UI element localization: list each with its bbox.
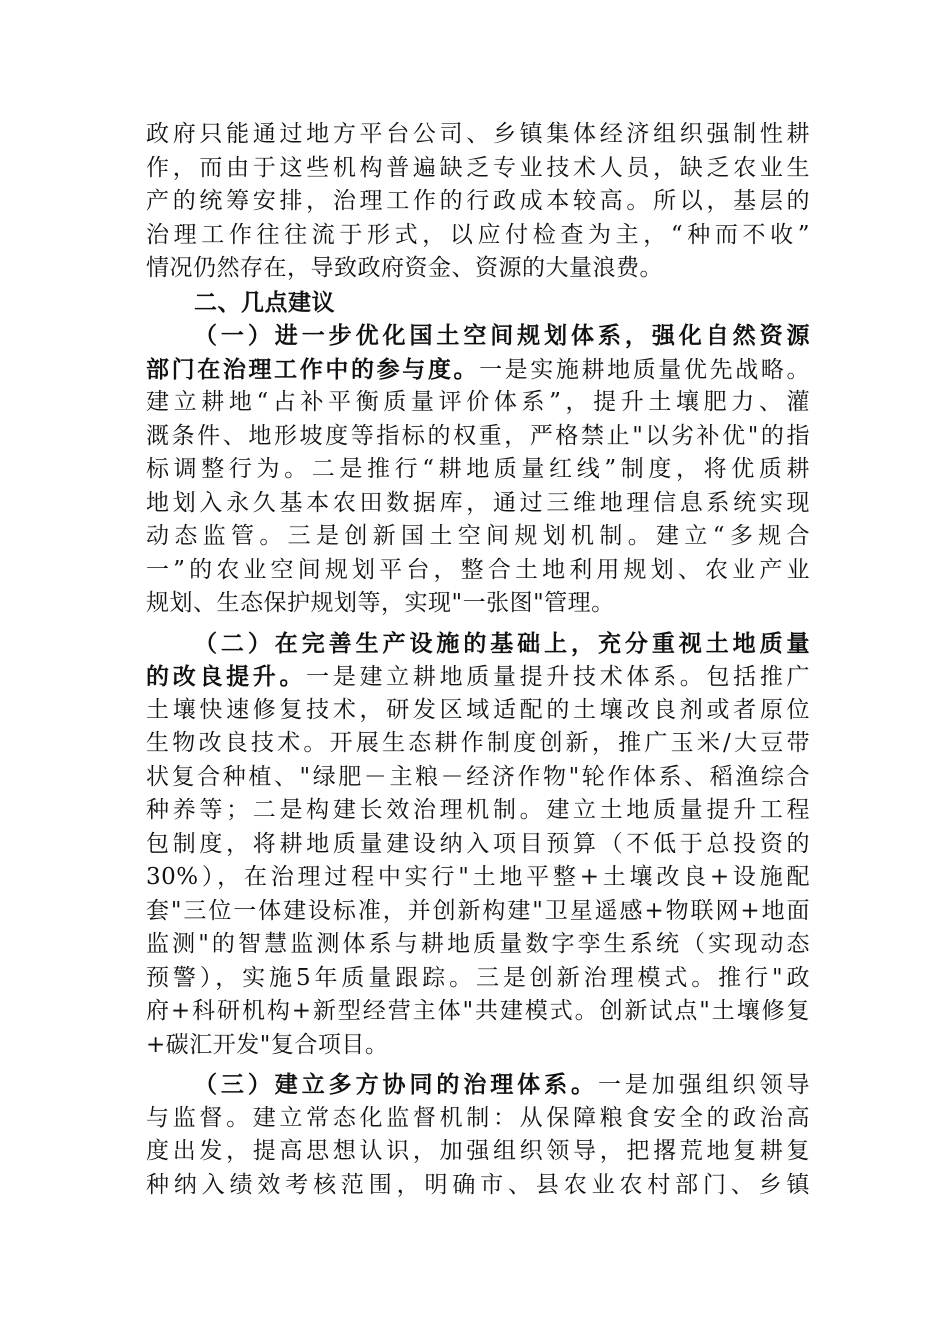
text-line: 府+科研机构+新型经营主体"共建模式。创新试点"土壤修复: [146, 998, 810, 1024]
item-heading: （三）建立多方协同的治理体系。: [194, 1071, 598, 1098]
text-line: 情况仍然存在，导致政府资金、资源的大量浪费。: [146, 255, 663, 281]
text-line: 溉条件、地形坡度等指标的权重，严格禁止"以劣补优"的指: [146, 422, 810, 449]
text-line: +碳汇开发"复合项目。: [146, 1031, 389, 1058]
text-line: 作，而由于这些机构普遍缺乏专业技术人员，缺乏农业生: [146, 154, 810, 181]
text-line: 包制度，将耕地质量建设纳入项目预算（不低于总投资的: [146, 830, 810, 857]
text-span: 一是实施耕地质量优先战略。: [479, 356, 810, 383]
text-line: 套"三位一体建设标准，并创新构建"卫星遥感+物联网+地面: [146, 897, 810, 924]
suggestion-item-1: [146, 319, 810, 621]
section-heading: 二、几点建议: [194, 288, 335, 316]
text-line: 种养等；二是构建长效治理机制。建立土地质量提升工程: [146, 797, 810, 823]
text-line: 度出发，提高思想认识，加强组织领导，把撂荒地复耕复: [146, 1138, 810, 1164]
text-line: 治理工作往往流于形式，以应付检查为主，“种而不收”: [146, 221, 810, 248]
text-line: [146, 1068, 810, 1102]
text-line: 地划入永久基本农田数据库，通过三维地理信息系统实现: [146, 489, 810, 516]
text-line: 预警），实施5年质量跟踪。三是创新治理模式。推行"政: [146, 964, 810, 991]
text-line: 动态监管。三是创新国土空间规划机制。建立“多规合: [146, 523, 810, 549]
text-line: 30%），在治理过程中实行"土地平整+土壤改良+设施配: [146, 864, 810, 890]
text-line: 种纳入绩效考核范围，明确市、县农业农村部门、乡镇: [146, 1171, 810, 1198]
text-line: 一”的农业空间规划平台，整合土地利用规划、农业产业: [146, 556, 810, 583]
text-line: 建立耕地“占补平衡质量评价体系”，提升土壤肥力、灌: [146, 389, 810, 415]
text-line: [146, 660, 810, 694]
item-heading: （一）进一步优化国土空间规划体系，强化自然资源: [194, 322, 810, 349]
text-line: 土壤快速修复技术，研发区域适配的土壤改良剂或者原位: [146, 696, 810, 723]
text-line: 状复合种植、"绿肥－主粮－经济作物"轮作体系、稻渔综合: [146, 763, 810, 790]
text-line: 监测"的智慧监测体系与耕地质量数字孪生系统（实现动态: [146, 931, 810, 957]
item-heading: （二）在完善生产设施的基础上，充分重视土地质量: [194, 629, 810, 657]
text-line: 产的统筹安排，治理工作的行政成本较高。所以，基层的: [146, 188, 810, 214]
text-line: 规划、生态保护规划等，实现"一张图"管理。: [146, 590, 615, 616]
text-span: 一是建立耕地质量提升技术体系。包括推广: [306, 664, 810, 690]
text-line: 与监督。建立常态化监督机制：从保障粮食安全的政治高: [146, 1104, 810, 1131]
suggestion-item-2: [146, 627, 810, 1063]
suggestion-item-3: [146, 1068, 810, 1202]
document-body: [146, 118, 810, 1202]
item-heading-cont: 部门在治理工作中的参与度。: [146, 355, 480, 383]
text-span: 一是加强组织领导: [597, 1072, 810, 1098]
item-heading-cont: 的改良提升。: [146, 663, 307, 690]
text-line: 生物改良技术。开展生态耕作制度创新，推广玉米/大豆带: [146, 730, 810, 756]
paragraph-continuation: [146, 118, 810, 286]
text-line: [146, 353, 810, 387]
text-line: 标调整行为。二是推行“耕地质量红线”制度，将优质耕: [146, 456, 810, 482]
text-line: 政府只能通过地方平台公司、乡镇集体经济组织强制性耕: [146, 121, 810, 147]
